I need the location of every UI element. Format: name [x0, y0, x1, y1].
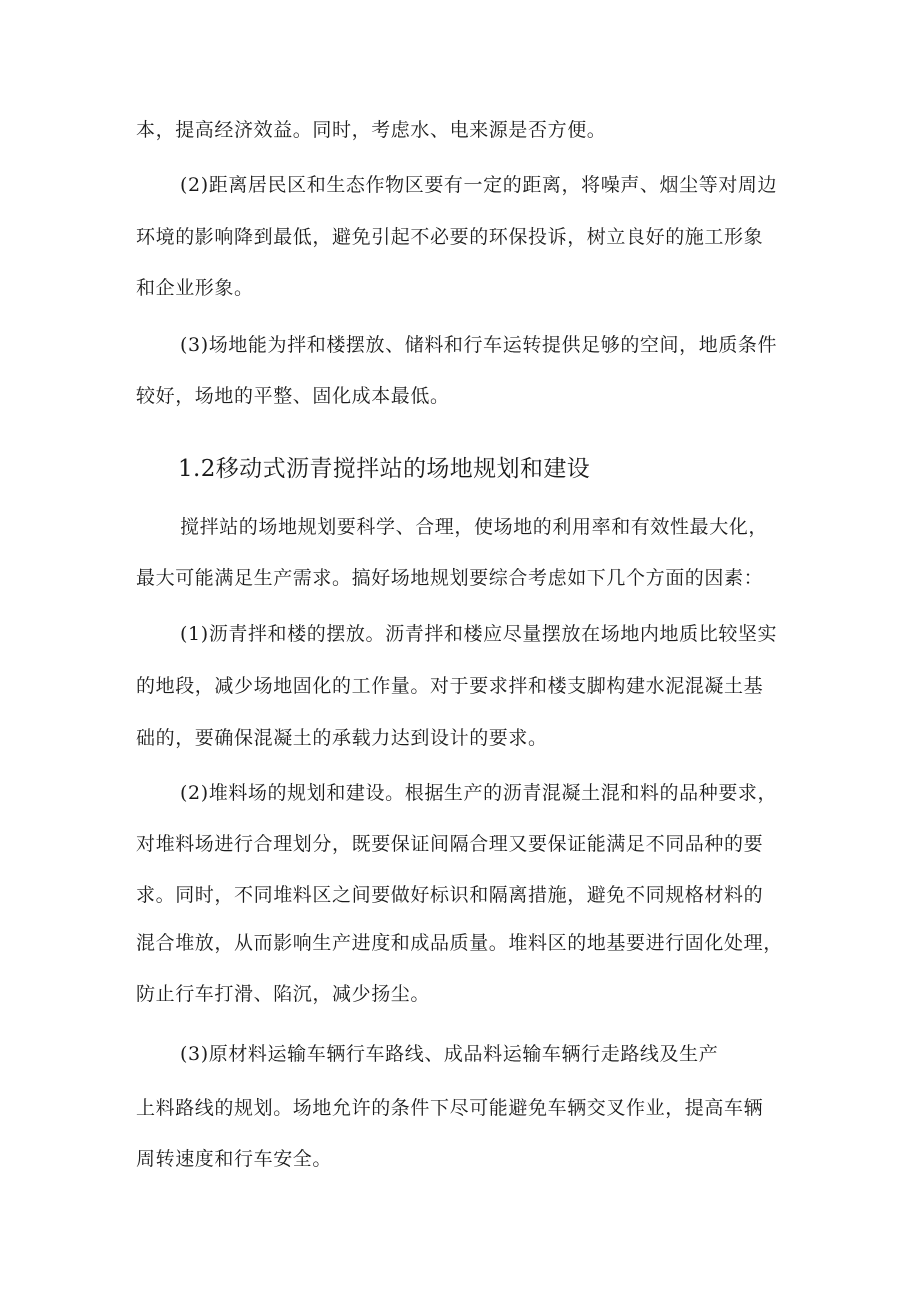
paragraph-line: 求。同时，不同堆料区之间要做好标识和隔离措施，避免不同规格材料的 [136, 884, 764, 906]
paragraph-line: 和企业形象。 [136, 277, 254, 299]
paragraph-line: 最大可能满足生产需求。搞好场地规划要综合考虑如下几个方面的因素： [136, 567, 764, 589]
paragraph-line: 搅拌站的场地规划要科学、合理，使场地的利用率和有效性最大化， [180, 516, 769, 538]
paragraph-line: 本，提高经济效益。同时，考虑水、电来源是否方便。 [136, 119, 607, 141]
paragraph-line: 环境的影响降到最低，避免引起不必要的环保投诉，树立良好的施工形象 [136, 226, 764, 248]
paragraph-line: 上料路线的规划。场地允许的条件下尽可能避免车辆交叉作业，提高车辆 [136, 1097, 764, 1119]
paragraph-line: 对堆料场进行合理划分，既要保证间隔合理又要保证能满足不同品种的要 [136, 833, 764, 855]
paragraph-line: (1)沥青拌和楼的摆放。沥青拌和楼应尽量摆放在场地内地质比较坚实 [180, 623, 778, 645]
paragraph-line: 的地段，减少场地固化的工作量。对于要求拌和楼支脚构建水泥混凝土基 [136, 675, 764, 697]
paragraph-line: (3)原材料运输车辆行车路线、成品料运输车辆行走路线及生产 [180, 1043, 719, 1065]
paragraph-line: 较好，场地的平整、固化成本最低。 [136, 385, 450, 407]
section-heading: 1.2移动式沥青搅拌站的场地规划和建设 [178, 456, 591, 482]
paragraph-line: (2)堆料场的规划和建设。根据生产的沥青混凝土混和料的品种要求， [180, 782, 778, 804]
paragraph-line: 防止行车打滑、陷沉，减少扬尘。 [136, 983, 431, 1005]
paragraph-line: 混合堆放，从而影响生产进度和成品质量。堆料区的地基要进行固化处理， [136, 932, 783, 954]
paragraph-line: 周转速度和行车安全。 [136, 1148, 333, 1170]
paragraph-line: 础的，要确保混凝土的承载力达到设计的要求。 [136, 727, 548, 749]
paragraph-line: (2)距离居民区和生态作物区要有一定的距离，将噪声、烟尘等对周边 [180, 174, 778, 196]
paragraph-line: (3)场地能为拌和楼摆放、储料和行车运转提供足够的空间，地质条件 [180, 334, 778, 356]
